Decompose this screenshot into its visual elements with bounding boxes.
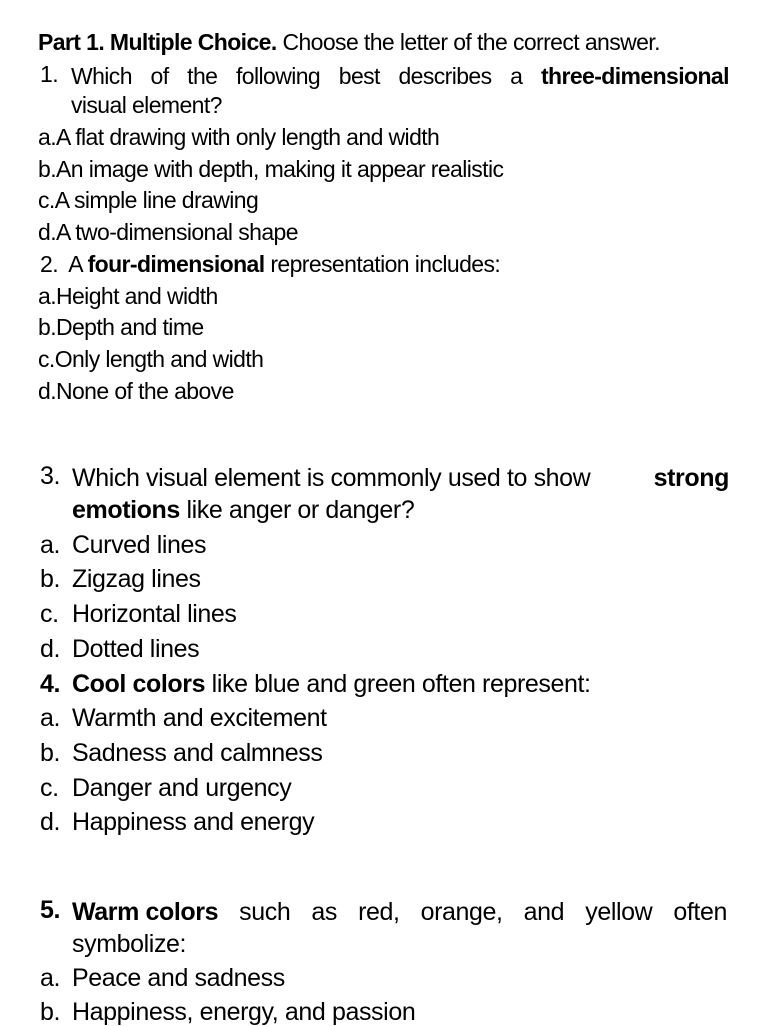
option-letter: b. bbox=[40, 998, 61, 1026]
option-letter: d. bbox=[40, 635, 61, 663]
question-1-line-2: visual element? bbox=[71, 92, 222, 118]
option bbox=[38, 189, 258, 212]
option-letter: d. bbox=[38, 219, 56, 245]
option bbox=[38, 158, 503, 181]
question-number: 4. bbox=[40, 670, 61, 698]
bold-term: strong bbox=[653, 464, 729, 492]
bold-term: Warm colors bbox=[72, 898, 219, 926]
option-letter: a. bbox=[40, 964, 61, 992]
option-text: Peace and sadness bbox=[72, 964, 285, 992]
bold-term: emotions bbox=[72, 496, 180, 524]
option-letter: c. bbox=[38, 346, 55, 372]
option-text: Happiness and energy bbox=[72, 808, 315, 836]
option-letter: b. bbox=[40, 565, 61, 593]
bold-term: three-dimensional bbox=[541, 63, 729, 89]
option-text: Height and width bbox=[55, 283, 218, 309]
option-letter: b. bbox=[38, 314, 56, 340]
question-2-line-1: 2. A four-dimensional representation includes: bbox=[40, 251, 501, 277]
question-5-line-2: symbolize: bbox=[72, 930, 187, 958]
option-text: Depth and time bbox=[55, 314, 204, 340]
option-letter: b. bbox=[40, 739, 61, 767]
question-3-line-2: emotions like anger or danger? bbox=[72, 496, 415, 524]
part-title: Part 1. Multiple Choice. bbox=[38, 29, 277, 55]
part-heading bbox=[38, 31, 660, 54]
option-letter: a. bbox=[40, 531, 61, 559]
question-number: 2. bbox=[40, 251, 58, 277]
question-3-line-1: Which visual element is commonly used to show strong bbox=[72, 464, 729, 492]
option-text: A flat drawing with only length and width bbox=[55, 124, 440, 150]
option-text: Sadness and calmness bbox=[72, 739, 323, 767]
option-text: An image with depth, making it appear realistic bbox=[55, 156, 504, 182]
option-letter: c. bbox=[40, 600, 59, 628]
option bbox=[38, 126, 439, 149]
option-text: Danger and urgency bbox=[72, 774, 292, 802]
option-text: Dotted lines bbox=[72, 635, 200, 663]
question-4-line-1: Cool colors like blue and green often represent: bbox=[72, 670, 591, 698]
option-letter: a. bbox=[38, 124, 56, 150]
option-letter: d. bbox=[40, 808, 61, 836]
option-text: Zigzag lines bbox=[72, 565, 201, 593]
bold-term: Cool colors bbox=[72, 670, 206, 698]
question-number: 5. bbox=[40, 896, 61, 924]
option-text: None of the above bbox=[55, 378, 234, 404]
question-number: 1. bbox=[40, 61, 58, 87]
option-text: Happiness, energy, and passion bbox=[72, 998, 416, 1026]
option-letter: c. bbox=[38, 187, 55, 213]
option-letter: a. bbox=[40, 704, 61, 732]
option-text: A simple line drawing bbox=[54, 187, 259, 213]
option-text: Curved lines bbox=[72, 531, 207, 559]
option-text: Horizontal lines bbox=[72, 600, 237, 628]
option-letter: b. bbox=[38, 156, 56, 182]
option-letter: d. bbox=[38, 378, 56, 404]
question-5-line-1: Warm colors such as red, orange, and yellow often bbox=[72, 898, 727, 926]
option bbox=[38, 285, 218, 308]
question-1-line-1: Which of the following best describes a three-dimensional bbox=[71, 63, 729, 89]
option bbox=[38, 348, 263, 371]
bold-term: four-dimensional bbox=[87, 251, 265, 277]
option bbox=[38, 316, 204, 339]
option-text: A two-dimensional shape bbox=[55, 219, 298, 245]
part-instruction: Choose the letter of the correct answer. bbox=[282, 29, 660, 55]
option bbox=[38, 380, 234, 403]
question-number: 3. bbox=[40, 462, 61, 490]
option-letter: c. bbox=[40, 774, 59, 802]
option-letter: a. bbox=[38, 283, 56, 309]
option-text: Only length and width bbox=[54, 346, 264, 372]
option-text: Warmth and excitement bbox=[72, 704, 327, 732]
option bbox=[38, 221, 298, 244]
